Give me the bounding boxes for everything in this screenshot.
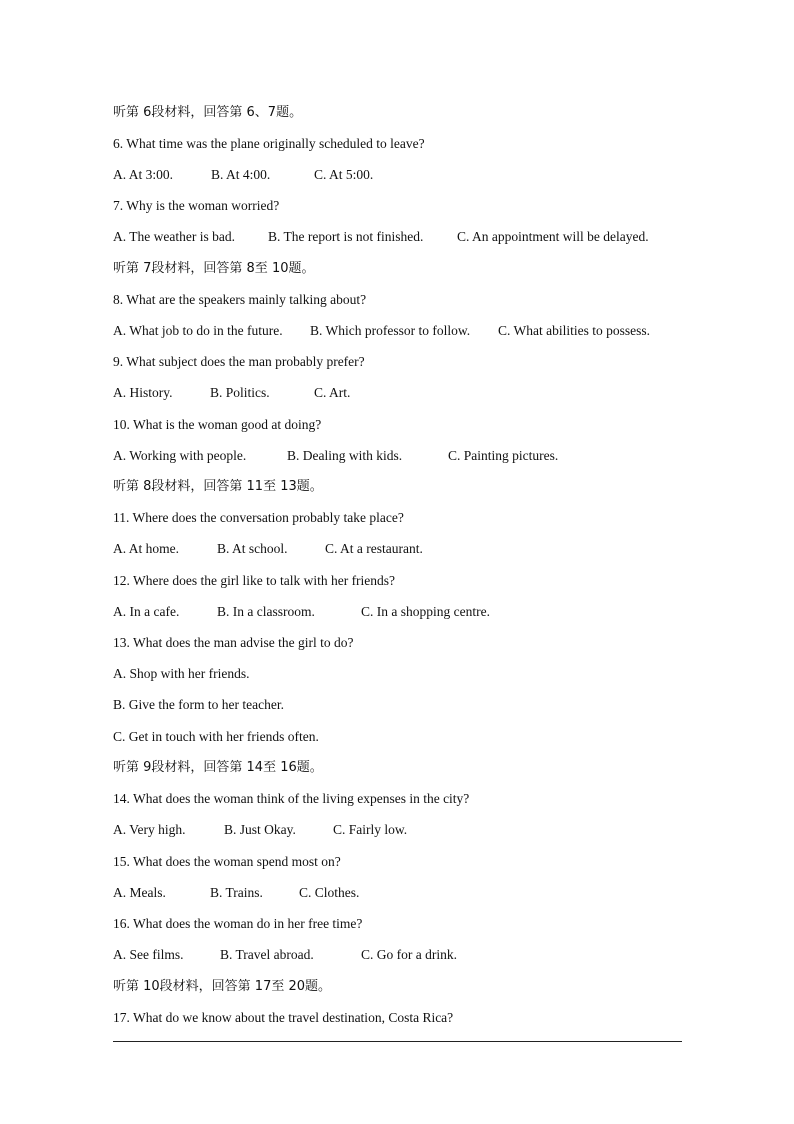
page-divider — [113, 1041, 682, 1042]
option-a: A. The weather is bad. — [113, 229, 235, 244]
section-heading: 听第 9段材料，回答第 14至 16题。 — [113, 760, 323, 775]
option-a: A. Very high. — [113, 822, 186, 837]
option-c: C. In a shopping centre. — [361, 604, 490, 619]
option-a: A. At 3:00. — [113, 167, 174, 182]
question-text: 15. What does the woman spend most on? — [113, 854, 341, 869]
question-text: 17. What do we know about the travel destination, Costa Rica? — [113, 1010, 454, 1025]
question-text: 8. What are the speakers mainly talking about? — [113, 292, 367, 307]
question-text: 9. What subject does the man probably prefer? — [113, 354, 365, 369]
question-text: 16. What does the woman do in her free time? — [113, 916, 363, 931]
question-text: 10. What is the woman good at doing? — [113, 417, 322, 432]
option-b: B. At school. — [217, 541, 288, 556]
question-text: 11. Where does the conversation probably take place? — [113, 510, 404, 525]
option-a: A. Meals. — [113, 885, 166, 900]
option-b: B. At 4:00. — [211, 167, 271, 182]
option-c: C. Painting pictures. — [448, 448, 559, 463]
option-a: A. Shop with her friends. — [113, 666, 250, 681]
option-a: A. See films. — [113, 947, 184, 962]
option-a: A. In a cafe. — [113, 604, 180, 619]
question-text: 13. What does the man advise the girl to do? — [113, 635, 354, 650]
option-b: B. Trains. — [210, 885, 263, 900]
option-a: A. At home. — [113, 541, 179, 556]
option-b: B. Politics. — [210, 385, 270, 400]
question-text: 7. Why is the woman worried? — [113, 198, 280, 213]
option-c: C. An appointment will be delayed. — [457, 229, 649, 244]
option-b: B. The report is not finished. — [268, 229, 424, 244]
option-c: C. Art. — [314, 385, 351, 400]
option-c: C. Go for a drink. — [361, 947, 457, 962]
option-b: B. Just Okay. — [224, 822, 296, 837]
option-c: C. Get in touch with her friends often. — [113, 729, 319, 744]
section-heading: 听第 7段材料，回答第 8至 10题。 — [113, 261, 315, 276]
option-c: C. Fairly low. — [333, 822, 408, 837]
option-b: B. Which professor to follow. — [310, 323, 471, 338]
question-text: 12. Where does the girl like to talk with her friends? — [113, 573, 396, 588]
option-c: C. Clothes. — [299, 885, 360, 900]
option-c: C. What abilities to possess. — [498, 323, 650, 338]
section-heading: 听第 10段材料，回答第 17至 20题。 — [113, 979, 332, 994]
option-b: B. Dealing with kids. — [287, 448, 403, 463]
option-b: B. Give the form to her teacher. — [113, 697, 284, 712]
option-b: B. Travel abroad. — [220, 947, 314, 962]
section-heading: 听第 6段材料，回答第 6、7题。 — [113, 105, 303, 120]
option-a: A. Working with people. — [113, 448, 247, 463]
option-b: B. In a classroom. — [217, 604, 315, 619]
question-text: 14. What does the woman think of the living expenses in the city? — [113, 791, 470, 806]
option-a: A. What job to do in the future. — [113, 323, 283, 338]
option-c: C. At 5:00. — [314, 167, 374, 182]
option-a: A. History. — [113, 385, 173, 400]
section-heading: 听第 8段材料，回答第 11至 13题。 — [113, 479, 323, 494]
question-text: 6. What time was the plane originally scheduled to leave? — [113, 136, 425, 151]
option-c: C. At a restaurant. — [325, 541, 423, 556]
